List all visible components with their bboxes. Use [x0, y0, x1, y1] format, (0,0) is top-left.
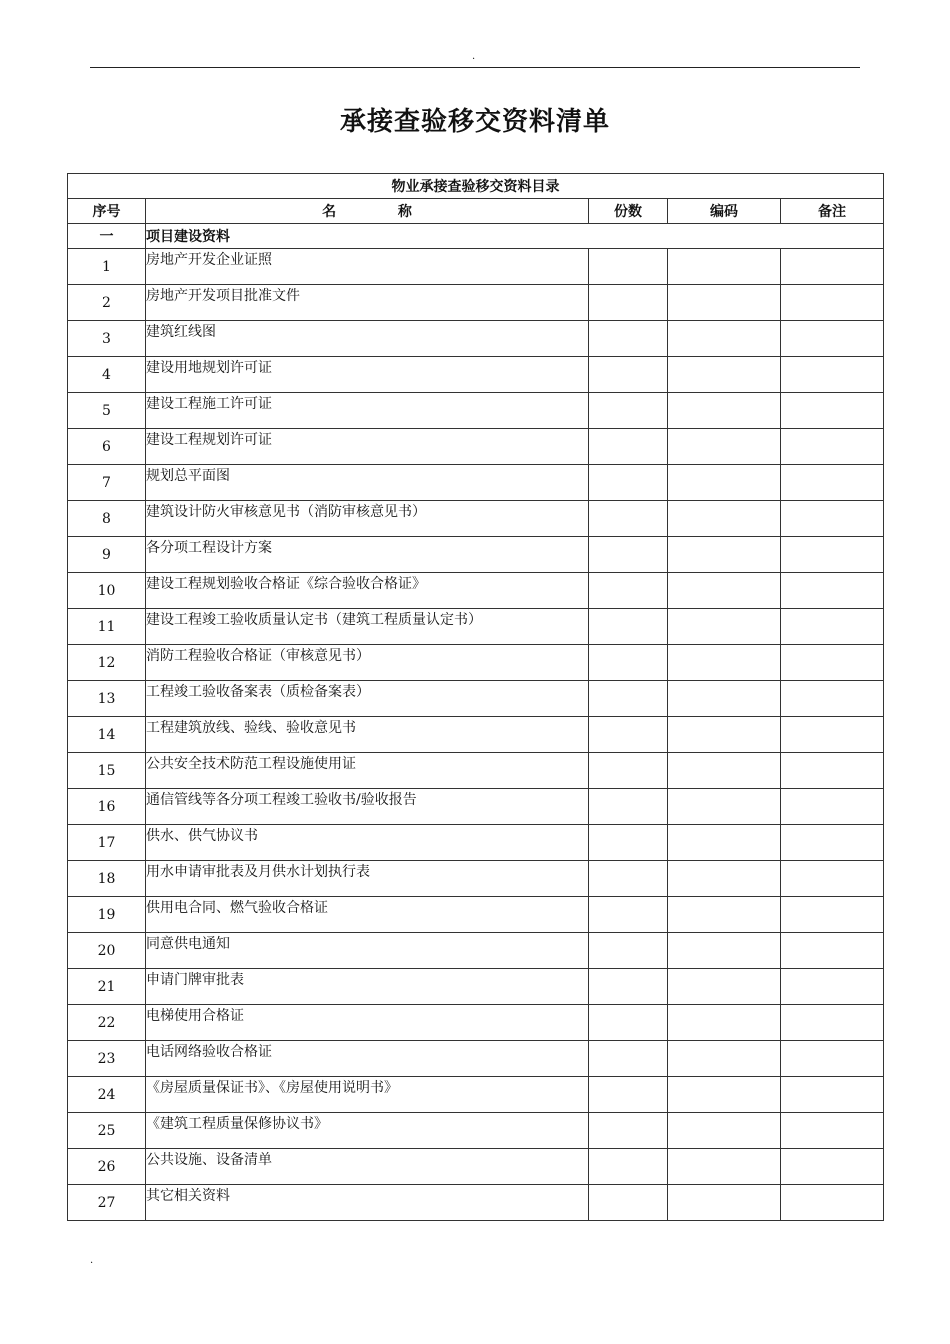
row-copies-cell	[589, 501, 668, 537]
row-document-name: 建设工程竣工验收质量认定书（建筑工程质量认定书）	[146, 609, 589, 645]
row-code-cell	[668, 537, 781, 573]
row-number: 26	[68, 1149, 146, 1185]
row-number: 9	[68, 537, 146, 573]
row-copies-cell	[589, 285, 668, 321]
row-copies-cell	[589, 321, 668, 357]
row-code-cell	[668, 753, 781, 789]
row-number: 16	[68, 789, 146, 825]
row-number: 23	[68, 1041, 146, 1077]
row-code-cell	[668, 1149, 781, 1185]
row-remarks-cell	[781, 537, 884, 573]
row-copies-cell	[589, 861, 668, 897]
row-copies-cell	[589, 717, 668, 753]
header-no: 序号	[68, 199, 146, 224]
table-row	[68, 429, 884, 465]
row-code-cell	[668, 789, 781, 825]
row-document-name: 其它相关资料	[146, 1185, 589, 1221]
section-number: 一	[68, 224, 146, 249]
row-code-cell	[668, 501, 781, 537]
row-number: 8	[68, 501, 146, 537]
row-number: 15	[68, 753, 146, 789]
row-code-cell	[668, 717, 781, 753]
row-remarks-cell	[781, 573, 884, 609]
table-row	[68, 321, 884, 357]
row-remarks-cell	[781, 1077, 884, 1113]
row-document-name: 通信管线等各分项工程竣工验收书/验收报告	[146, 789, 589, 825]
row-document-name: 建设用地规划许可证	[146, 357, 589, 393]
row-copies-cell	[589, 393, 668, 429]
table-row	[68, 1041, 884, 1077]
row-document-name: 房地产开发企业证照	[146, 249, 589, 285]
row-copies-cell	[589, 1041, 668, 1077]
row-remarks-cell	[781, 753, 884, 789]
header-name-second: 称	[397, 204, 412, 220]
row-remarks-cell	[781, 861, 884, 897]
row-remarks-cell	[781, 465, 884, 501]
table-row	[68, 249, 884, 285]
table-row	[68, 1005, 884, 1041]
table-row	[68, 933, 884, 969]
table-row	[68, 357, 884, 393]
table-row	[68, 1185, 884, 1221]
row-document-name: 供用电合同、燃气验收合格证	[146, 897, 589, 933]
section-title: 项目建设资料	[146, 224, 884, 249]
row-copies-cell	[589, 1005, 668, 1041]
row-remarks-cell	[781, 609, 884, 645]
table-caption-row	[68, 174, 884, 199]
row-copies-cell	[589, 573, 668, 609]
row-remarks-cell	[781, 1113, 884, 1149]
row-remarks-cell	[781, 897, 884, 933]
row-remarks-cell	[781, 825, 884, 861]
row-remarks-cell	[781, 1185, 884, 1221]
row-code-cell	[668, 1077, 781, 1113]
row-code-cell	[668, 321, 781, 357]
row-remarks-cell	[781, 393, 884, 429]
table-row	[68, 717, 884, 753]
row-code-cell	[668, 1113, 781, 1149]
row-number: 27	[68, 1185, 146, 1221]
row-number: 3	[68, 321, 146, 357]
table-row	[68, 501, 884, 537]
row-copies-cell	[589, 1185, 668, 1221]
row-number: 10	[68, 573, 146, 609]
row-document-name: 供水、供气协议书	[146, 825, 589, 861]
row-number: 21	[68, 969, 146, 1005]
table-row	[68, 1113, 884, 1149]
header-remarks: 备注	[781, 199, 884, 224]
row-number: 6	[68, 429, 146, 465]
row-number: 24	[68, 1077, 146, 1113]
header-name-first: 名	[322, 204, 337, 220]
row-copies-cell	[589, 969, 668, 1005]
row-copies-cell	[589, 1077, 668, 1113]
row-number: 19	[68, 897, 146, 933]
row-copies-cell	[589, 789, 668, 825]
row-copies-cell	[589, 753, 668, 789]
row-remarks-cell	[781, 249, 884, 285]
row-copies-cell	[589, 897, 668, 933]
row-remarks-cell	[781, 357, 884, 393]
row-code-cell	[668, 1185, 781, 1221]
row-remarks-cell	[781, 933, 884, 969]
row-copies-cell	[589, 1149, 668, 1185]
table-row	[68, 1149, 884, 1185]
row-code-cell	[668, 861, 781, 897]
row-copies-cell	[589, 537, 668, 573]
row-number: 22	[68, 1005, 146, 1041]
row-number: 13	[68, 681, 146, 717]
table-row	[68, 681, 884, 717]
table-row	[68, 573, 884, 609]
row-number: 14	[68, 717, 146, 753]
row-remarks-cell	[781, 789, 884, 825]
row-remarks-cell	[781, 429, 884, 465]
table-row	[68, 645, 884, 681]
row-document-name: 电梯使用合格证	[146, 1005, 589, 1041]
row-document-name: 同意供电通知	[146, 933, 589, 969]
row-number: 20	[68, 933, 146, 969]
row-document-name: 建设工程规划许可证	[146, 429, 589, 465]
row-number: 4	[68, 357, 146, 393]
row-copies-cell	[589, 1113, 668, 1149]
footer-mark: .	[90, 1255, 94, 1266]
row-remarks-cell	[781, 321, 884, 357]
row-copies-cell	[589, 609, 668, 645]
section-row	[68, 224, 884, 249]
header-mark: .	[472, 51, 476, 62]
row-document-name: 建设工程施工许可证	[146, 393, 589, 429]
header-rule	[90, 67, 860, 68]
table-row	[68, 789, 884, 825]
table-row	[68, 1077, 884, 1113]
row-code-cell	[668, 1005, 781, 1041]
table-row	[68, 969, 884, 1005]
table-row	[68, 393, 884, 429]
row-document-name: 各分项工程设计方案	[146, 537, 589, 573]
row-copies-cell	[589, 429, 668, 465]
row-document-name: 建筑设计防火审核意见书（消防审核意见书）	[146, 501, 589, 537]
row-number: 25	[68, 1113, 146, 1149]
row-code-cell	[668, 429, 781, 465]
row-number: 12	[68, 645, 146, 681]
table-header-row	[68, 199, 884, 224]
row-copies-cell	[589, 249, 668, 285]
row-number: 17	[68, 825, 146, 861]
row-remarks-cell	[781, 1041, 884, 1077]
header-code: 编码	[668, 199, 781, 224]
table-row	[68, 825, 884, 861]
row-remarks-cell	[781, 717, 884, 753]
row-code-cell	[668, 393, 781, 429]
row-document-name: 用水申请审批表及月供水计划执行表	[146, 861, 589, 897]
row-number: 18	[68, 861, 146, 897]
row-code-cell	[668, 969, 781, 1005]
row-code-cell	[668, 249, 781, 285]
document-title: 承接查验移交资料清单	[339, 107, 610, 137]
row-document-name: 公共安全技术防范工程设施使用证	[146, 753, 589, 789]
row-remarks-cell	[781, 1005, 884, 1041]
row-remarks-cell	[781, 969, 884, 1005]
row-code-cell	[668, 897, 781, 933]
row-code-cell	[668, 645, 781, 681]
row-code-cell	[668, 933, 781, 969]
row-copies-cell	[589, 933, 668, 969]
row-code-cell	[668, 681, 781, 717]
row-copies-cell	[589, 681, 668, 717]
row-code-cell	[668, 609, 781, 645]
row-copies-cell	[589, 825, 668, 861]
row-document-name: 《建筑工程质量保修协议书》	[146, 1113, 589, 1149]
row-remarks-cell	[781, 645, 884, 681]
row-number: 1	[68, 249, 146, 285]
row-document-name: 工程竣工验收备案表（质检备案表）	[146, 681, 589, 717]
row-remarks-cell	[781, 1149, 884, 1185]
row-document-name: 房地产开发项目批准文件	[146, 285, 589, 321]
handover-document-table	[67, 173, 884, 1221]
table-caption: 物业承接查验移交资料目录	[68, 174, 884, 199]
row-document-name: 建设工程规划验收合格证《综合验收合格证》	[146, 573, 589, 609]
table-row	[68, 537, 884, 573]
row-remarks-cell	[781, 285, 884, 321]
header-name	[146, 199, 589, 224]
row-number: 2	[68, 285, 146, 321]
row-copies-cell	[589, 465, 668, 501]
header-copies: 份数	[589, 199, 668, 224]
row-number: 7	[68, 465, 146, 501]
table-row	[68, 861, 884, 897]
row-code-cell	[668, 573, 781, 609]
row-code-cell	[668, 285, 781, 321]
row-number: 5	[68, 393, 146, 429]
table-row	[68, 609, 884, 645]
row-document-name: 申请门牌审批表	[146, 969, 589, 1005]
row-document-name: 公共设施、设备清单	[146, 1149, 589, 1185]
row-number: 11	[68, 609, 146, 645]
row-document-name: 工程建筑放线、验线、验收意见书	[146, 717, 589, 753]
table-row	[68, 753, 884, 789]
row-remarks-cell	[781, 681, 884, 717]
row-document-name: 消防工程验收合格证（审核意见书）	[146, 645, 589, 681]
row-copies-cell	[589, 645, 668, 681]
row-code-cell	[668, 357, 781, 393]
row-copies-cell	[589, 357, 668, 393]
row-code-cell	[668, 465, 781, 501]
table-row	[68, 285, 884, 321]
row-document-name: 规划总平面图	[146, 465, 589, 501]
row-code-cell	[668, 1041, 781, 1077]
row-remarks-cell	[781, 501, 884, 537]
table-row	[68, 465, 884, 501]
row-code-cell	[668, 825, 781, 861]
row-document-name: 电话网络验收合格证	[146, 1041, 589, 1077]
row-document-name: 建筑红线图	[146, 321, 589, 357]
table-row	[68, 897, 884, 933]
row-document-name: 《房屋质量保证书》、《房屋使用说明书》	[146, 1077, 589, 1113]
